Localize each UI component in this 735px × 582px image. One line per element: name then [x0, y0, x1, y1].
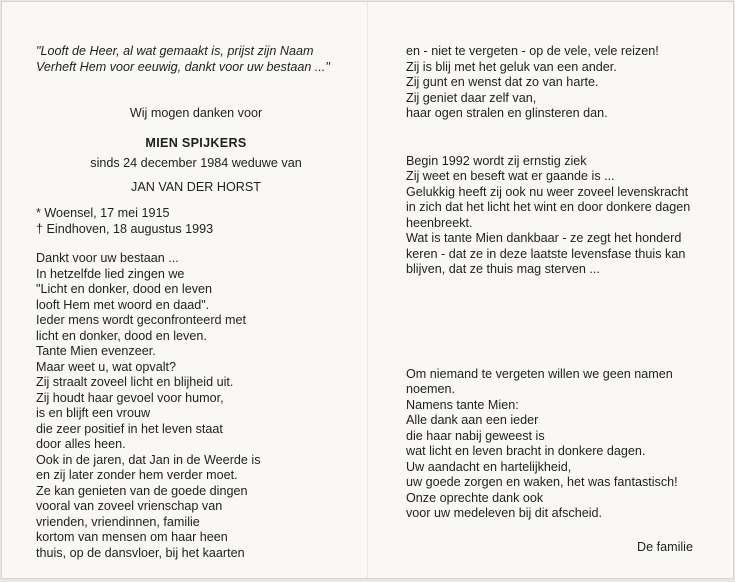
- quote-line: "Looft de Heer, al wat gemaakt is, prijst zijn Naam: [36, 44, 314, 58]
- text-line: haar ogen stralen en glinsteren dan.: [406, 106, 608, 120]
- text-line: en zij later zonder hem verder moet.: [36, 468, 238, 482]
- text-line: blijven, dat ze thuis mag sterven ...: [406, 262, 600, 276]
- text-line: Uw aandacht en hartelijkheid,: [406, 459, 572, 474]
- text-line: In hetzelfde lied zingen we: [36, 266, 185, 281]
- quote-line: Verheft Hem voor eeuwig, dankt voor uw bestaan ...": [36, 59, 330, 74]
- text-line: Ook in de jaren, dat Jan in de Weerde is: [36, 452, 261, 467]
- left-page: [36, 44, 356, 561]
- widow-line: sinds 24 december 1984 weduwe van: [90, 156, 302, 170]
- husband-name: JAN VAN DER HORST: [131, 179, 261, 194]
- text-line: "Licht en donker, dood en leven: [36, 282, 213, 296]
- text-line: Maar weet u, wat opvalt?: [36, 359, 177, 374]
- text-line: looft Hem met woord en daad".: [36, 297, 210, 312]
- text-line: vooral van zoveel vrienschap van: [36, 499, 223, 513]
- text-line: Gelukkig heeft zij ook nu weer zoveel levenskracht: [406, 184, 689, 199]
- text-line: Zij gunt en wenst dat zo van harte.: [406, 75, 599, 89]
- text-line: Alle dank aan een ieder: [406, 413, 539, 427]
- text-line: Ieder mens wordt geconfronteerd met: [36, 313, 247, 327]
- card-fold-line: [367, 2, 368, 578]
- text-line: wat licht en leven bracht in donkere dagen.: [406, 444, 646, 458]
- text-line: Onze oprechte dank ook: [406, 490, 544, 505]
- text-line: vrienden, vriendinnen, familie: [36, 514, 200, 529]
- text-line: Zij houdt haar gevoel voor humor,: [36, 390, 224, 405]
- text-line: in zich dat het licht het wint en door donkere dagen: [406, 200, 691, 214]
- text-line: uw goede zorgen en waken, het was fantastisch!: [406, 475, 678, 489]
- deceased-name: MIEN SPIJKERS: [145, 135, 247, 150]
- text-line: keren - dat ze in deze laatste levensfase thuis kan: [406, 246, 686, 261]
- text-line: noemen.: [406, 382, 456, 396]
- text-line: licht en donker, dood en leven.: [36, 328, 207, 343]
- text-line: heenbreekt.: [406, 215, 473, 230]
- text-line: en - niet te vergeten - op de vele, vele reizen!: [406, 44, 659, 58]
- text-line: Zij geniet daar zelf van,: [406, 90, 537, 105]
- text-line: door alles heen.: [36, 437, 126, 451]
- birth-info: * Woensel, 17 mei 1915: [36, 206, 170, 220]
- text-line: is en blijft een vrouw: [36, 406, 151, 420]
- text-line: Om niemand te vergeten willen we geen namen: [406, 366, 673, 381]
- text-line: Namens tante Mien:: [406, 397, 519, 412]
- paragraph-thanks: [406, 367, 716, 522]
- text-line: Dankt voor uw bestaan ...: [36, 251, 179, 265]
- intro-text: Wij mogen danken voor: [129, 106, 263, 120]
- text-line: die haar nabij geweest is: [406, 428, 545, 443]
- text-line: Begin 1992 wordt zij ernstig ziek: [406, 153, 587, 168]
- left-body-text: [36, 251, 356, 561]
- text-line: die zeer positief in het leven staat: [36, 421, 223, 436]
- text-line: kortom van mensen om haar heen: [36, 530, 228, 544]
- text-line: Zij straalt zoveel licht en blijheid uit.: [36, 375, 234, 389]
- opening-quote: [36, 44, 356, 75]
- paragraph-travel: [406, 44, 716, 122]
- text-line: thuis, op de dansvloer, bij het kaarten: [36, 545, 245, 560]
- paragraph-illness: [406, 154, 716, 278]
- text-line: Zij weet en beseft wat er gaande is ...: [406, 169, 615, 183]
- death-info: † Eindhoven, 18 augustus 1993: [36, 221, 214, 236]
- text-line: Zij is blij met het geluk van een ander.: [406, 59, 617, 74]
- text-line: Ze kan genieten van de goede dingen: [36, 483, 248, 498]
- text-line: Wat is tante Mien dankbaar - ze zegt het honderd: [406, 231, 682, 245]
- text-line: Tante Mien evenzeer.: [36, 344, 156, 358]
- signature: De familie: [637, 540, 693, 554]
- text-line: voor uw medeleven bij dit afscheid.: [406, 506, 603, 520]
- right-page: [406, 44, 716, 522]
